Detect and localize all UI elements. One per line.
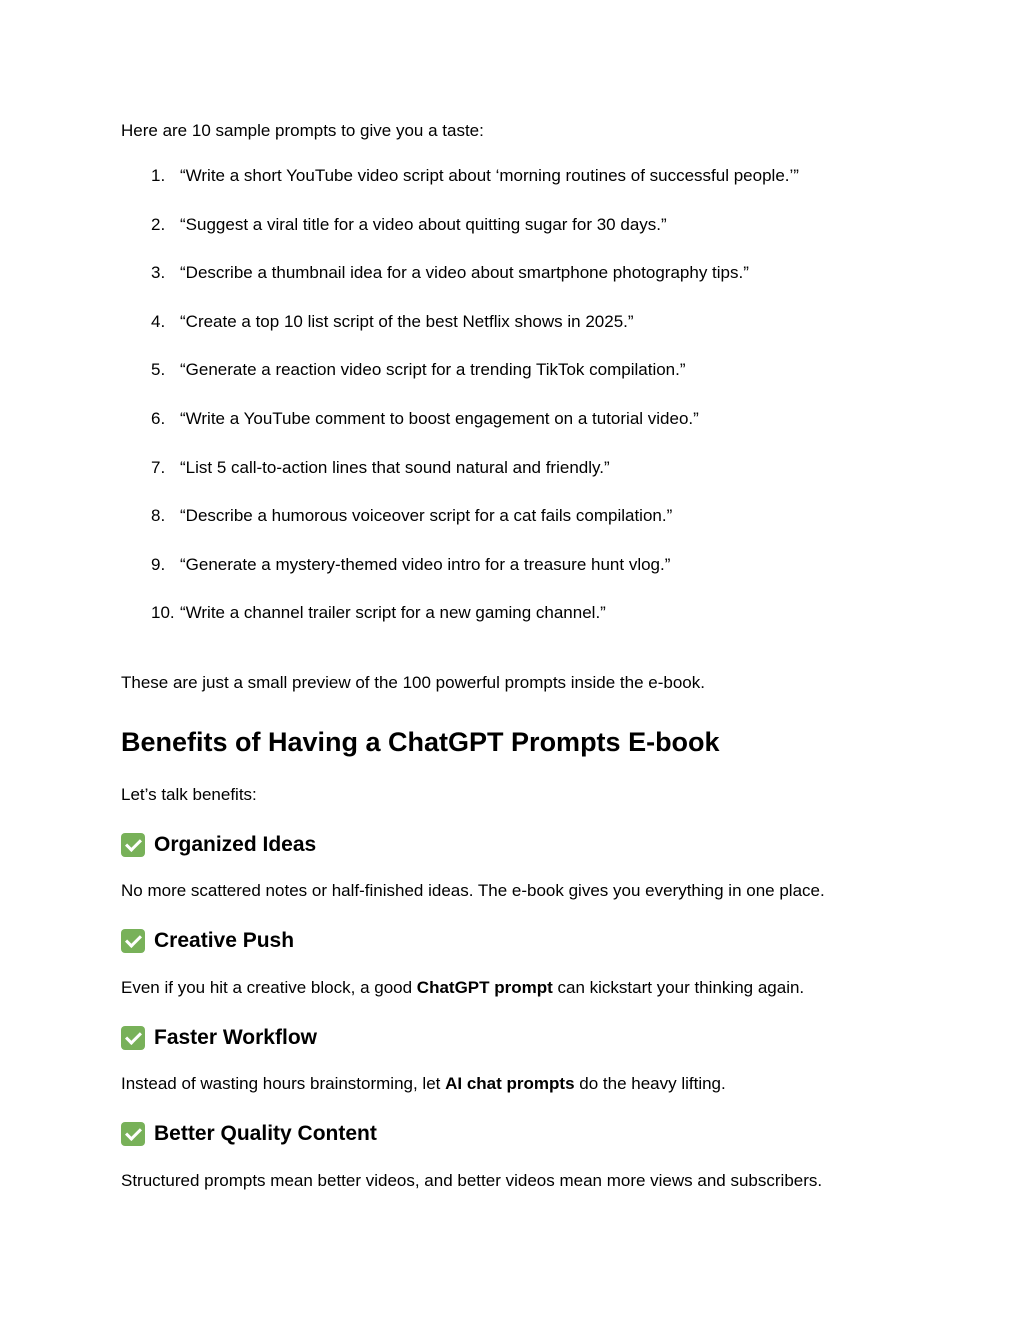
list-item-number: 3. [151,263,166,283]
benefit-title: Better Quality Content [154,1122,377,1145]
benefit-heading-better-quality-content [121,1120,377,1148]
benefit-text-bold: AI chat prompts [445,1074,575,1093]
list-item-text: “Write a YouTube comment to boost engagement on a tutorial video.” [180,408,699,428]
check-mark-icon [121,1026,145,1050]
list-item-text: “Describe a humorous voiceover script for a cat fails compilation.” [180,506,673,526]
check-mark-icon [121,1122,145,1146]
check-mark-icon [121,833,145,857]
intro-paragraph: Here are 10 sample prompts to give you a taste: [121,121,484,140]
list-item-number: 7. [151,457,166,477]
benefit-text-bold: ChatGPT prompt [416,978,553,997]
benefit-text-part: do the heavy lifting. [574,1074,726,1093]
list-item-number: 6. [151,408,166,428]
preview-paragraph: These are just a small preview of the 100 powerful prompts inside the e-book. [121,673,705,692]
list-item-number: 8. [151,506,166,526]
benefit-title: Creative Push [154,929,295,952]
benefit-title: Organized Ideas [154,833,317,856]
benefit-text-organized-ideas [121,881,825,901]
list-item-text: “Suggest a viral title for a video about quitting sugar for 30 days.” [180,214,667,234]
list-item-number: 9. [151,554,166,574]
benefit-text-better-quality-content [121,1171,822,1191]
benefit-text-part: can kickstart your thinking again. [552,978,805,997]
list-item-text: “Write a short YouTube video script about ‘morning routines of successful people.’” [180,166,799,185]
benefit-heading-faster-workflow [121,1024,317,1052]
list-item-text: “List 5 call-to-action lines that sound natural and friendly.” [180,457,610,477]
list-item-number: 2. [151,214,166,234]
list-item-text: “Describe a thumbnail idea for a video about smartphone photography tips.” [180,263,749,283]
benefit-text-part: Structured prompts mean better videos, and better videos mean more views and subscribers. [121,1171,823,1190]
benefit-text-part: Even if you hit a creative block, a good [121,978,417,997]
benefit-text-faster-workflow [121,1074,726,1094]
list-item-text: “Generate a reaction video script for a trending TikTok compilation.” [180,360,686,380]
lets-talk-paragraph: Let’s talk benefits: [121,785,257,804]
list-item-text: “Generate a mystery-themed video intro for a treasure hunt vlog.” [180,554,671,574]
benefit-heading-creative-push [121,927,294,955]
benefit-text-part: No more scattered notes or half-finished ideas. The e-book gives you everything in one place. [121,881,825,900]
list-item-number: 5. [151,360,166,380]
list-item-number: 10. [151,603,175,623]
benefit-title: Faster Workflow [154,1026,317,1049]
list-item-text: “Create a top 10 list script of the best Netflix shows in 2025.” [180,311,634,331]
benefit-text-part: Instead of wasting hours brainstorming, let [121,1074,446,1093]
benefit-heading-organized-ideas [121,831,316,859]
list-item-text: “Write a channel trailer script for a new gaming channel.” [180,603,606,623]
check-mark-icon [121,929,145,953]
section-heading: Benefits of Having a ChatGPT Prompts E-book [121,727,720,757]
list-item-number: 4. [151,311,166,331]
list-item-number: 1. [151,166,166,185]
benefit-text-creative-push [121,978,804,998]
